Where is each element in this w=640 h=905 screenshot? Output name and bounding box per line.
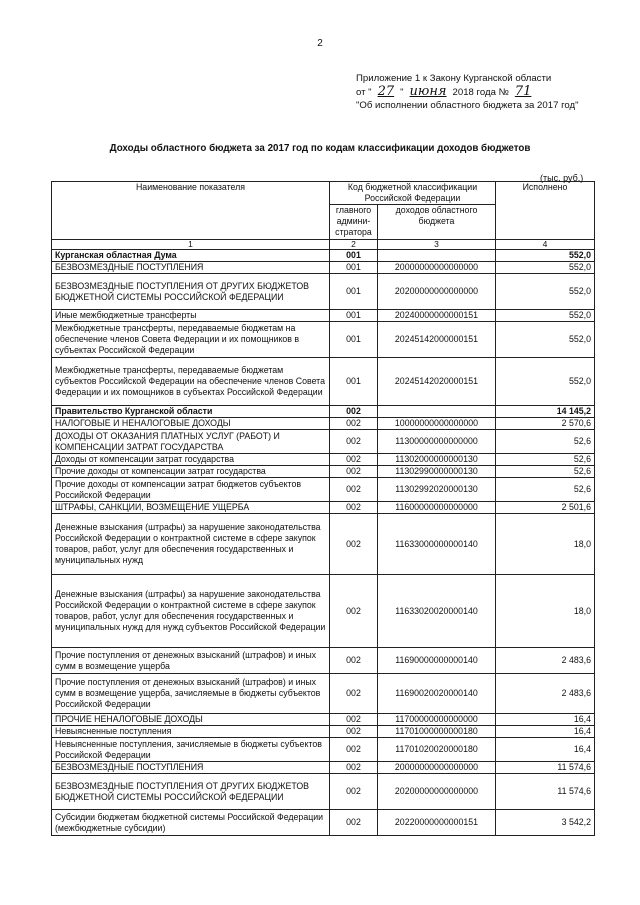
row-code: 11690000000000140 [378,648,496,674]
row-admin: 001 [330,322,378,358]
row-name: Денежные взыскания (штрафы) за нарушение законодательства Российской Федерации о контрактной системе в сфере закупок товаров, работ, услуг для обеспечения государственных и муниципальных нужд [52,514,330,575]
row-code: 11302992020000130 [378,478,496,502]
table-row [52,358,595,406]
row-admin: 002 [330,502,378,514]
row-code: 20245142020000151 [378,358,496,406]
row-admin: 001 [330,358,378,406]
table-row [52,310,595,322]
row-name: БЕЗВОЗМЕЗДНЫЕ ПОСТУПЛЕНИЯ ОТ ДРУГИХ БЮДЖЕТОВ БЮДЖЕТНОЙ СИСТЕМЫ РОССИЙСКОЙ ФЕДЕРАЦИИ [52,774,330,810]
row-admin: 002 [330,454,378,466]
table-row [52,502,595,514]
row-name: НАЛОГОВЫЕ И НЕНАЛОГОВЫЕ ДОХОДЫ [52,418,330,430]
table-row [52,466,595,478]
units-label: (тыс. руб.) [540,173,584,183]
row-name: Прочие доходы от компенсации затрат государства [52,466,330,478]
column-number: 3 [378,240,496,250]
table-row [52,648,595,674]
row-name: Денежные взыскания (штрафы) за нарушение законодательства Российской Федерации о контрактной системе в сфере закупок товаров, работ, услуг для обеспечения государственных и муниципальных нужд для нужд субъектов Российской Федерации [52,575,330,648]
date-suffix: 2018 года № [452,87,509,98]
column-number: 1 [52,240,330,250]
row-amount: 52,6 [496,454,595,466]
row-code: 20000000000000000 [378,762,496,774]
row-admin: 001 [330,250,378,262]
row-amount: 2 483,6 [496,648,595,674]
row-admin: 002 [330,762,378,774]
row-amount: 552,0 [496,310,595,322]
row-amount: 552,0 [496,358,595,406]
table-row [52,262,595,274]
row-amount: 552,0 [496,274,595,310]
row-name: Иные межбюджетные трансферты [52,310,330,322]
row-admin: 002 [330,575,378,648]
row-amount: 11 574,6 [496,762,595,774]
appendix-block [356,72,579,112]
row-name: БЕЗВОЗМЕЗДНЫЕ ПОСТУПЛЕНИЯ [52,762,330,774]
row-amount: 16,4 [496,726,595,738]
row-name: Прочие доходы от компенсации затрат бюджетов субъектов Российской Федерации [52,478,330,502]
law-number: 71 [514,84,532,99]
date-prefix: от " [356,87,372,98]
row-admin: 001 [330,262,378,274]
row-admin: 002 [330,466,378,478]
row-code: 11300000000000000 [378,430,496,454]
row-amount: 2 483,6 [496,674,595,714]
table-row [52,454,595,466]
row-name: Доходы от компенсации затрат государства [52,454,330,466]
row-code: 11701020020000180 [378,738,496,762]
row-admin: 002 [330,478,378,502]
row-name: БЕЗВОЗМЕЗДНЫЕ ПОСТУПЛЕНИЯ [52,262,330,274]
row-admin: 002 [330,418,378,430]
row-code: 10000000000000000 [378,418,496,430]
row-amount: 552,0 [496,262,595,274]
column-number: 2 [330,240,378,250]
row-admin: 002 [330,726,378,738]
row-code: 20240000000000151 [378,310,496,322]
table-row [52,738,595,762]
table-header [52,182,595,250]
row-code: 11633000000000140 [378,514,496,575]
row-amount: 3 542,2 [496,810,595,836]
row-amount: 52,6 [496,466,595,478]
row-amount: 16,4 [496,738,595,762]
column-number: 4 [496,240,595,250]
row-admin: 002 [330,674,378,714]
row-name: ШТРАФЫ, САНКЦИИ, ВОЗМЕЩЕНИЕ УЩЕРБА [52,502,330,514]
row-name: БЕЗВОЗМЕЗДНЫЕ ПОСТУПЛЕНИЯ ОТ ДРУГИХ БЮДЖЕТОВ БЮДЖЕТНОЙ СИСТЕМЫ РОССИЙСКОЙ ФЕДЕРАЦИИ [52,274,330,310]
row-amount: 52,6 [496,478,595,502]
table-row [52,726,595,738]
row-admin: 001 [330,310,378,322]
row-admin: 002 [330,774,378,810]
table-row [52,478,595,502]
row-admin: 002 [330,810,378,836]
row-admin: 002 [330,648,378,674]
row-name: ПРОЧИЕ НЕНАЛОГОВЫЕ ДОХОДЫ [52,714,330,726]
header-row-top [52,182,595,205]
table-row [52,762,595,774]
date-quote: " [400,87,404,98]
row-admin: 002 [330,406,378,418]
row-amount: 2 501,6 [496,502,595,514]
document-title: Доходы областного бюджета за 2017 год по кодам классификации доходов бюджетов [109,143,531,154]
table-row [52,714,595,726]
row-amount: 18,0 [496,575,595,648]
table-row [52,514,595,575]
appendix-line-1: Приложение 1 к Закону Курганской области [356,73,552,84]
header-revenue: доходов областного бюджета [378,205,496,240]
appendix-line-3: "Об исполнении областного бюджета за 2017 год" [356,100,579,111]
row-name: Межбюджетные трансферты, передаваемые бюджетам на обеспечение членов Совета Федерации и их помощников в субъектах Российской Федерации [52,322,330,358]
row-code: 11302990000000130 [378,466,496,478]
table-row [52,274,595,310]
row-amount: 18,0 [496,514,595,575]
row-amount: 14 145,2 [496,406,595,418]
header-executed: Исполнено [496,182,595,240]
row-name: Субсидии бюджетам бюджетной системы Российской Федерации (межбюджетные субсидии) [52,810,330,836]
row-name: Невыясненные поступления, зачисляемые в бюджеты субъектов Российской Федерации [52,738,330,762]
header-admin: главного админи-стратора [330,205,378,240]
header-code-group: Код бюджетной классификации Российской Федерации [330,182,496,205]
row-code: 20245142000000151 [378,322,496,358]
row-code: 20220000000000151 [378,810,496,836]
row-amount: 16,4 [496,714,595,726]
table-row [52,774,595,810]
row-name: Межбюджетные трансферты, передаваемые бюджетам субъектов Российской Федерации на обеспечение членов Совета Федерации и их помощников в субъектах Российской Федерации [52,358,330,406]
row-code: 11633020020000140 [378,575,496,648]
row-name: Невыясненные поступления [52,726,330,738]
row-amount: 552,0 [496,250,595,262]
row-code [378,250,496,262]
row-code: 11600000000000000 [378,502,496,514]
header-numbers-row [52,240,595,250]
row-code: 11700000000000000 [378,714,496,726]
row-name: Правительство Курганской области [52,406,330,418]
row-name: Прочие поступления от денежных взысканий (штрафов) и иных сумм в возмещение ущерба [52,648,330,674]
table-row [52,250,595,262]
revenue-table [51,181,595,836]
row-admin: 002 [330,430,378,454]
page-number: 2 [317,38,323,49]
table-row [52,322,595,358]
table-row [52,810,595,836]
date-month: июня [409,84,447,99]
row-amount: 552,0 [496,322,595,358]
table-row [52,430,595,454]
row-admin: 001 [330,274,378,310]
header-name: Наименование показателя [52,182,330,240]
row-amount: 2 570,6 [496,418,595,430]
table-row [52,575,595,648]
table-row [52,674,595,714]
table-row [52,406,595,418]
row-code: 11302000000000130 [378,454,496,466]
row-code: 20000000000000000 [378,262,496,274]
row-code: 20200000000000000 [378,274,496,310]
row-code [378,406,496,418]
row-admin: 002 [330,738,378,762]
row-amount: 52,6 [496,430,595,454]
row-admin: 002 [330,714,378,726]
date-day: 27 [377,84,395,99]
row-code: 11690020020000140 [378,674,496,714]
row-amount: 11 574,6 [496,774,595,810]
appendix-line-2 [356,85,579,99]
row-code: 20200000000000000 [378,774,496,810]
row-name: ДОХОДЫ ОТ ОКАЗАНИЯ ПЛАТНЫХ УСЛУГ (РАБОТ) И КОМПЕНСАЦИИ ЗАТРАТ ГОСУДАРСТВА [52,430,330,454]
row-name: Прочие поступления от денежных взысканий (штрафов) и иных сумм в возмещение ущерба, зачисляемые в бюджеты субъектов Российской Федерации [52,674,330,714]
row-name: Курганская областная Дума [52,250,330,262]
row-admin: 002 [330,514,378,575]
row-code: 11701000000000180 [378,726,496,738]
table-row [52,418,595,430]
